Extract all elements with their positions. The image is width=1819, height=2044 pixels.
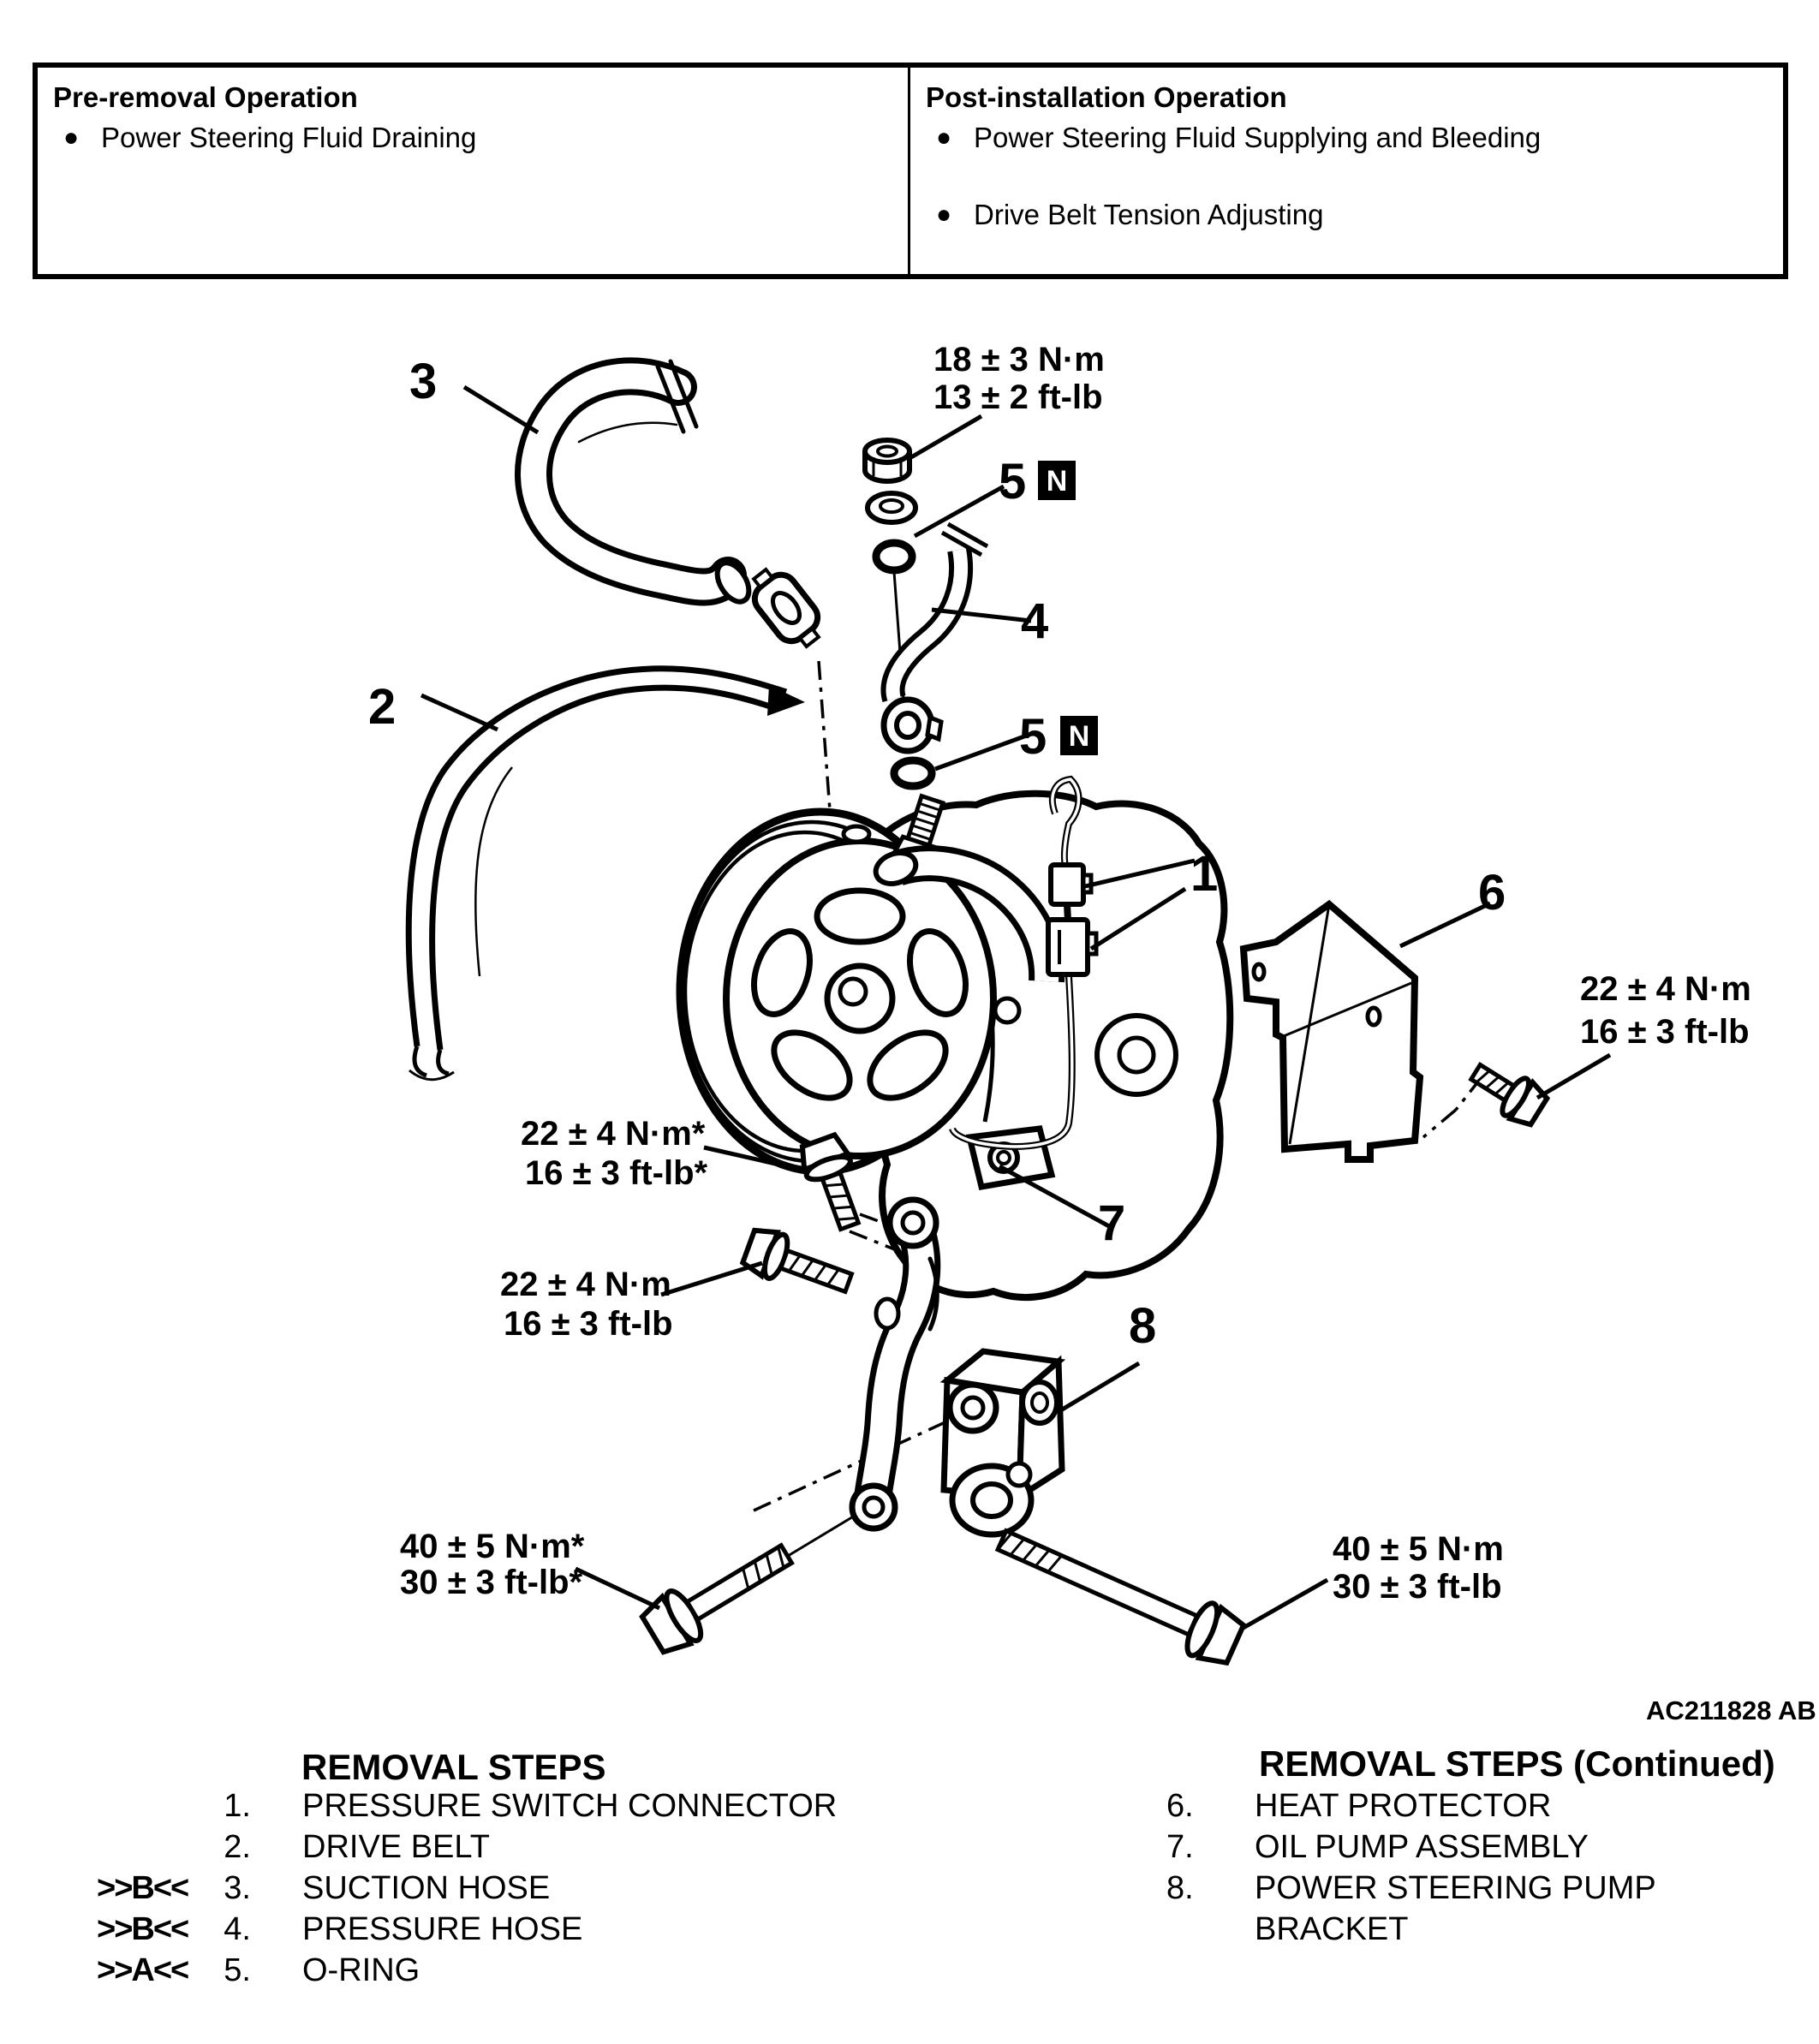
step-label: DRIVE BELT xyxy=(302,1829,490,1865)
step-number: 3. xyxy=(224,1870,251,1906)
post-installation-cell xyxy=(908,68,1783,274)
svg-text:5: 5 xyxy=(999,454,1027,510)
hose-clamp xyxy=(743,561,831,656)
removal-step-row xyxy=(97,1868,550,1909)
step-label: SUCTION HOSE xyxy=(302,1870,551,1906)
step-number: 1. xyxy=(224,1788,251,1824)
callout-4: 4 xyxy=(1021,593,1049,649)
step-label: POWER STEERING PUMP BRACKET xyxy=(1255,1870,1656,1947)
step-number: 7. xyxy=(1166,1829,1194,1865)
svg-text:13 ± 2 ft-lb: 13 ± 2 ft-lb xyxy=(933,378,1103,416)
callout-2: 2 xyxy=(368,679,397,735)
svg-text:40 ± 5 N·m*: 40 ± 5 N·m* xyxy=(400,1528,585,1565)
connector-lower xyxy=(1048,920,1096,974)
exploded-view-diagram xyxy=(0,283,1819,1721)
pre-removal-header: Pre-removal Operation xyxy=(53,81,358,113)
washer xyxy=(868,493,915,522)
step-number: 8. xyxy=(1166,1870,1194,1906)
svg-text:16 ± 3 ft-lb: 16 ± 3 ft-lb xyxy=(504,1305,673,1343)
torque-bracket-right xyxy=(1333,1530,1504,1606)
banjo-fitting xyxy=(884,700,932,751)
bullet-icon: ● xyxy=(936,200,952,229)
suction-hose xyxy=(534,361,755,607)
svg-text:5: 5 xyxy=(1019,709,1047,765)
heat-protector-plate xyxy=(1243,904,1420,1159)
operations-table xyxy=(33,63,1788,279)
step-label: O-RING xyxy=(302,1952,420,1988)
removal-step-row xyxy=(97,1785,837,1826)
callout-5-lower xyxy=(1019,709,1098,765)
removal-step-row xyxy=(1166,1785,1551,1826)
removal-step-row xyxy=(97,1826,490,1868)
svg-text:22 ± 4 N·m: 22 ± 4 N·m xyxy=(1580,970,1751,1008)
step-label: PRESSURE SWITCH CONNECTOR xyxy=(302,1788,838,1824)
post-installation-item-text: Power Steering Fluid Supplying and Bleeding xyxy=(974,122,1542,153)
torque-pump-lower xyxy=(500,1266,673,1343)
callout-1: 1 xyxy=(1190,846,1219,902)
step-label: PRESSURE HOSE xyxy=(302,1911,583,1947)
post-installation-item-text: Drive Belt Tension Adjusting xyxy=(974,199,1324,230)
pre-removal-item xyxy=(53,121,892,155)
svg-text:30 ± 3 ft-lb: 30 ± 3 ft-lb xyxy=(1333,1568,1502,1606)
o-ring-lower xyxy=(894,760,932,786)
callout-7: 7 xyxy=(1098,1195,1126,1251)
svg-text:22 ± 4 N·m: 22 ± 4 N·m xyxy=(500,1266,671,1303)
torque-pump-upper xyxy=(521,1115,708,1192)
step-label: HEAT PROTECTOR xyxy=(1255,1788,1552,1824)
svg-text:40 ± 5 N·m: 40 ± 5 N·m xyxy=(1333,1530,1504,1568)
removal-step-row xyxy=(97,1950,420,1991)
figure-code: AC211828 AB xyxy=(1646,1695,1816,1725)
post-installation-item xyxy=(926,121,1768,155)
callout-3: 3 xyxy=(409,354,438,409)
pump-bracket-block xyxy=(944,1351,1062,1534)
svg-text:16 ± 3 ft-lb*: 16 ± 3 ft-lb* xyxy=(525,1154,708,1192)
removal-steps-title: REMOVAL STEPS xyxy=(301,1747,606,1787)
step-prefix: >>A<< xyxy=(97,1952,188,1988)
bullet-icon: ● xyxy=(63,123,80,152)
torque-heat-protector xyxy=(1580,970,1751,1051)
o-ring-upper xyxy=(876,543,912,570)
svg-text:30 ± 3 ft-lb*: 30 ± 3 ft-lb* xyxy=(400,1564,583,1601)
callout-5-upper xyxy=(999,454,1076,510)
svg-text:22 ± 4 N·m*: 22 ± 4 N·m* xyxy=(521,1115,706,1153)
post-installation-header: Post-installation Operation xyxy=(926,81,1287,113)
callout-8: 8 xyxy=(1129,1298,1157,1354)
removal-steps-continued-title: REMOVAL STEPS (Continued) xyxy=(1259,1743,1775,1784)
bullet-icon: ● xyxy=(936,123,952,152)
step-number: 4. xyxy=(224,1911,251,1947)
bolt-bracket-right xyxy=(991,1515,1247,1671)
post-installation-item xyxy=(926,198,1768,232)
step-prefix: >>B<< xyxy=(97,1870,188,1906)
bolt-bracket-left xyxy=(638,1530,801,1659)
step-label: OIL PUMP ASSEMBLY xyxy=(1255,1829,1589,1865)
removal-step-row xyxy=(97,1909,582,1950)
suction-port xyxy=(844,826,869,842)
hose-nut xyxy=(865,440,910,481)
step-number: 6. xyxy=(1166,1788,1194,1824)
step-prefix: >>B<< xyxy=(97,1911,188,1947)
torque-hose-nut xyxy=(933,341,1105,416)
bolt-heat-protector xyxy=(1464,1054,1550,1130)
torque-bracket-left xyxy=(400,1528,585,1601)
svg-text:16 ± 3 ft-lb: 16 ± 3 ft-lb xyxy=(1580,1013,1750,1051)
step-number: 5. xyxy=(224,1952,251,1988)
removal-step-row xyxy=(1166,1868,1683,1950)
step-number: 2. xyxy=(224,1829,251,1865)
pre-removal-cell xyxy=(38,68,908,274)
removal-step-row xyxy=(1166,1826,1589,1868)
pre-removal-item-text: Power Steering Fluid Draining xyxy=(101,122,477,153)
callout-6: 6 xyxy=(1478,865,1506,921)
svg-text:N: N xyxy=(1046,465,1068,498)
svg-text:N: N xyxy=(1068,720,1090,753)
svg-text:18 ± 3 N·m: 18 ± 3 N·m xyxy=(933,341,1105,378)
